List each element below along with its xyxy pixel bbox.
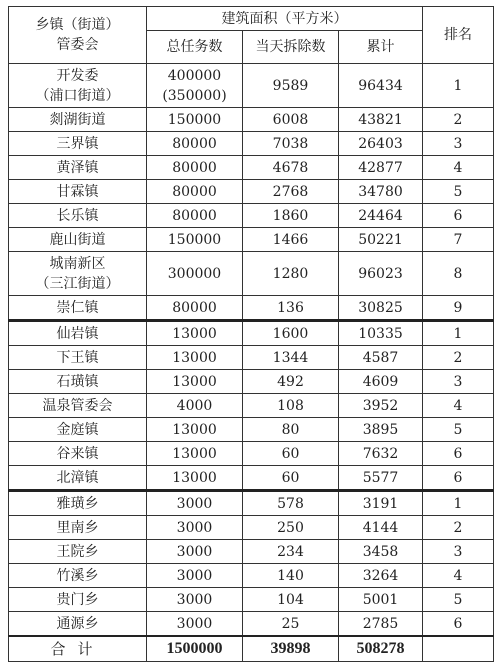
- cell-today: 1466: [243, 228, 339, 252]
- cell-cumulative: 4609: [339, 370, 423, 394]
- cell-rank: 2: [423, 346, 494, 370]
- cell-task: 3000: [147, 612, 243, 637]
- cell-rank: 6: [423, 612, 494, 637]
- cell-unit-name: 鹿山街道: [9, 228, 147, 252]
- cell-today: 1344: [243, 346, 339, 370]
- total-row: [9, 636, 494, 662]
- table-row: [9, 612, 494, 637]
- cell-unit-name: 甘霖镇: [9, 180, 147, 204]
- cell-cumulative: 3952: [339, 394, 423, 418]
- cell-rank: 5: [423, 418, 494, 442]
- cell-today: 7038: [243, 132, 339, 156]
- cell-rank: 6: [423, 442, 494, 466]
- cell-task: 4000: [147, 394, 243, 418]
- cell-rank: 4: [423, 564, 494, 588]
- cell-today: 136: [243, 296, 339, 321]
- cell-unit-name: 温泉管委会: [9, 394, 147, 418]
- cell-unit-name: 里南乡: [9, 516, 147, 540]
- cell-cumulative: 96434: [339, 64, 423, 108]
- cell-task: 3000: [147, 516, 243, 540]
- cell-task: 300000: [147, 252, 243, 296]
- cell-cumulative: 2785: [339, 612, 423, 637]
- cell-today: 6008: [243, 108, 339, 132]
- cell-rank: 3: [423, 370, 494, 394]
- cell-today: 9589: [243, 64, 339, 108]
- cell-cumulative: 3895: [339, 418, 423, 442]
- table-body: [9, 64, 494, 662]
- header-task: 总任务数: [147, 31, 243, 64]
- header-cumulative: 累计: [339, 31, 423, 64]
- total-task: 1500000: [147, 636, 243, 662]
- cell-cumulative: 96023: [339, 252, 423, 296]
- cell-unit-name: 开发委 （浦口街道）: [9, 64, 147, 108]
- total-label: 合计: [9, 636, 147, 662]
- cell-unit-name: 金庭镇: [9, 418, 147, 442]
- demolition-table: [8, 6, 494, 662]
- table-container: [8, 6, 493, 662]
- table-row: [9, 466, 494, 491]
- cell-cumulative: 7632: [339, 442, 423, 466]
- cell-cumulative: 50221: [339, 228, 423, 252]
- table-row: [9, 442, 494, 466]
- table-row: [9, 394, 494, 418]
- cell-task: 80000: [147, 296, 243, 321]
- header-rank: 排名: [423, 7, 494, 64]
- cell-cumulative: 4587: [339, 346, 423, 370]
- cell-task: 80000: [147, 204, 243, 228]
- cell-task: 400000 (350000): [147, 64, 243, 108]
- table-row: [9, 540, 494, 564]
- cell-today: 140: [243, 564, 339, 588]
- cell-unit-name: 下王镇: [9, 346, 147, 370]
- cell-unit-name: 石璜镇: [9, 370, 147, 394]
- cell-cumulative: 43821: [339, 108, 423, 132]
- cell-today: 25: [243, 612, 339, 637]
- cell-cumulative: 3458: [339, 540, 423, 564]
- cell-cumulative: 34780: [339, 180, 423, 204]
- table-row: [9, 418, 494, 442]
- header-area-group: 建筑面积（平方米）: [147, 7, 423, 31]
- cell-rank: 6: [423, 466, 494, 491]
- cell-today: 104: [243, 588, 339, 612]
- cell-unit-name: 通源乡: [9, 612, 147, 637]
- cell-cumulative: 26403: [339, 132, 423, 156]
- cell-task: 150000: [147, 108, 243, 132]
- cell-unit-name: 王院乡: [9, 540, 147, 564]
- header-unit: 乡镇（街道） 管委会: [9, 7, 147, 64]
- cell-rank: 3: [423, 132, 494, 156]
- cell-unit-name: 三界镇: [9, 132, 147, 156]
- cell-task: 13000: [147, 442, 243, 466]
- cell-rank: 1: [423, 491, 494, 516]
- cell-unit-name: 崇仁镇: [9, 296, 147, 321]
- table-row: [9, 516, 494, 540]
- cell-rank: 5: [423, 180, 494, 204]
- cell-task: 3000: [147, 491, 243, 516]
- table-row: [9, 321, 494, 346]
- cell-task: 13000: [147, 466, 243, 491]
- cell-unit-name: 竹溪乡: [9, 564, 147, 588]
- table-row: [9, 588, 494, 612]
- cell-unit-name: 长乐镇: [9, 204, 147, 228]
- cell-task: 13000: [147, 418, 243, 442]
- cell-unit-name: 剡湖街道: [9, 108, 147, 132]
- table-row: [9, 370, 494, 394]
- cell-rank: 2: [423, 516, 494, 540]
- cell-today: 492: [243, 370, 339, 394]
- table-row: [9, 252, 494, 296]
- table-row: [9, 108, 494, 132]
- cell-rank: 3: [423, 540, 494, 564]
- cell-task: 13000: [147, 370, 243, 394]
- cell-today: 60: [243, 442, 339, 466]
- cell-cumulative: 5577: [339, 466, 423, 491]
- cell-unit-name: 北漳镇: [9, 466, 147, 491]
- table-row: [9, 228, 494, 252]
- cell-today: 1860: [243, 204, 339, 228]
- cell-task: 150000: [147, 228, 243, 252]
- cell-rank: 1: [423, 321, 494, 346]
- total-cumulative: 508278: [339, 636, 423, 662]
- cell-today: 108: [243, 394, 339, 418]
- header-today: 当天拆除数: [243, 31, 339, 64]
- cell-task: 13000: [147, 321, 243, 346]
- table-row: [9, 180, 494, 204]
- table-row: [9, 564, 494, 588]
- table-row: [9, 156, 494, 180]
- cell-rank: 9: [423, 296, 494, 321]
- cell-today: 1280: [243, 252, 339, 296]
- cell-cumulative: 5001: [339, 588, 423, 612]
- cell-today: 234: [243, 540, 339, 564]
- cell-today: 1600: [243, 321, 339, 346]
- cell-task: 13000: [147, 346, 243, 370]
- total-today: 39898: [243, 636, 339, 662]
- cell-cumulative: 24464: [339, 204, 423, 228]
- cell-cumulative: 3264: [339, 564, 423, 588]
- cell-today: 60: [243, 466, 339, 491]
- cell-cumulative: 42877: [339, 156, 423, 180]
- cell-unit-name: 贵门乡: [9, 588, 147, 612]
- table-row: [9, 204, 494, 228]
- cell-rank: 2: [423, 108, 494, 132]
- cell-rank: 1: [423, 64, 494, 108]
- cell-unit-name: 黄泽镇: [9, 156, 147, 180]
- cell-today: 2768: [243, 180, 339, 204]
- table-row: [9, 64, 494, 108]
- cell-cumulative: 4144: [339, 516, 423, 540]
- cell-cumulative: 30825: [339, 296, 423, 321]
- cell-unit-name: 谷来镇: [9, 442, 147, 466]
- cell-task: 80000: [147, 180, 243, 204]
- cell-rank: 4: [423, 156, 494, 180]
- total-rank-empty: [423, 636, 494, 662]
- cell-cumulative: 10335: [339, 321, 423, 346]
- cell-unit-name: 城南新区 （三江街道）: [9, 252, 147, 296]
- cell-task: 3000: [147, 564, 243, 588]
- table-row: [9, 296, 494, 321]
- cell-cumulative: 3191: [339, 491, 423, 516]
- cell-task: 3000: [147, 588, 243, 612]
- cell-rank: 8: [423, 252, 494, 296]
- table-row: [9, 491, 494, 516]
- cell-rank: 6: [423, 204, 494, 228]
- cell-task: 80000: [147, 132, 243, 156]
- cell-today: 4678: [243, 156, 339, 180]
- cell-today: 80: [243, 418, 339, 442]
- cell-rank: 7: [423, 228, 494, 252]
- cell-unit-name: 雅璜乡: [9, 491, 147, 516]
- cell-rank: 4: [423, 394, 494, 418]
- cell-rank: 5: [423, 588, 494, 612]
- cell-today: 250: [243, 516, 339, 540]
- cell-task: 80000: [147, 156, 243, 180]
- cell-task: 3000: [147, 540, 243, 564]
- cell-unit-name: 仙岩镇: [9, 321, 147, 346]
- cell-today: 578: [243, 491, 339, 516]
- table-row: [9, 346, 494, 370]
- table-row: [9, 132, 494, 156]
